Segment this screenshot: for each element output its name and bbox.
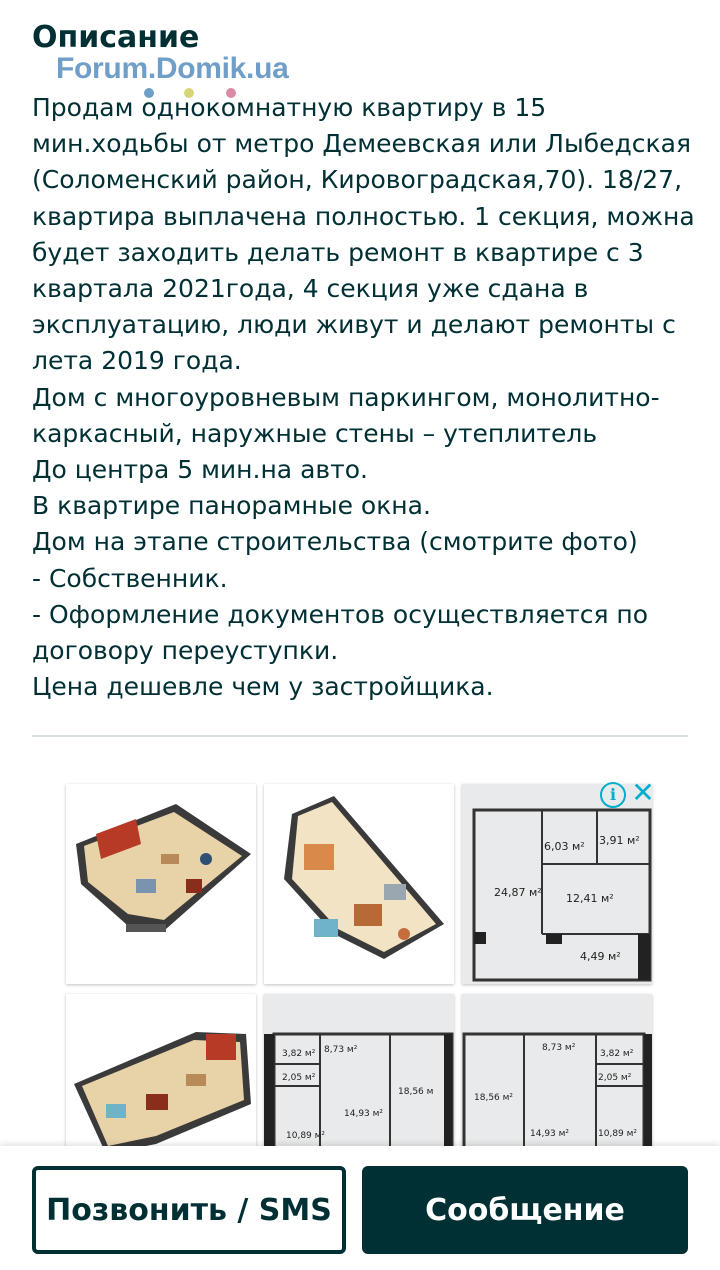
room-label: 24,87 м² bbox=[494, 886, 542, 899]
room-label: 8,73 м² bbox=[542, 1043, 576, 1053]
ad-image-3d-plan-1[interactable] bbox=[66, 784, 256, 984]
room-label: 12,41 м² bbox=[566, 892, 614, 905]
call-sms-button[interactable]: Позвонить / SMS bbox=[32, 1166, 346, 1254]
description-line: Дом с многоуровневым паркингом, монолитно-каркасный, наружные стены – утеплитель bbox=[32, 382, 660, 448]
room-label: 8,73 м² bbox=[324, 1045, 358, 1055]
description-line: - Оформление документов осуществляется по договору переуступки. bbox=[32, 599, 657, 666]
ad-controls bbox=[596, 776, 656, 810]
section-divider bbox=[32, 735, 688, 737]
room-label: 18,56 м² bbox=[474, 1093, 514, 1103]
room-label: 3,82 м² bbox=[282, 1049, 316, 1059]
description-line: Продам однокомнатную квартиру в 15 мин.ходьбы от метро Демеевская или Лыбедская (Соломенский район, Кировоградская,70). 18/27, квартира выплачена полностью. 1 секция, можна будет заходить делать ремонт в квартире с 3 квартала 2021года, 4 секция уже сдана в эксплуатацию, люди живут и делают ремонты с лета 2019 года. bbox=[32, 93, 703, 376]
message-button[interactable]: Сообщение bbox=[362, 1166, 688, 1254]
room-label: 2,05 м² bbox=[598, 1073, 632, 1083]
ad-banner[interactable] bbox=[64, 776, 656, 1160]
room-label: 10,89 м² bbox=[598, 1129, 638, 1139]
room-label: 6,03 м² bbox=[544, 840, 585, 853]
room-label: 14,93 м² bbox=[530, 1129, 570, 1139]
ad-image-3d-plan-2[interactable] bbox=[264, 784, 454, 984]
description-heading: Описание bbox=[32, 20, 200, 55]
ad-image-floor-plan-a[interactable] bbox=[462, 784, 652, 984]
watermark-text: Forum.Domik.ua bbox=[56, 52, 289, 85]
room-label: 3,82 м² bbox=[600, 1049, 634, 1059]
info-icon[interactable]: i bbox=[600, 782, 626, 808]
room-label: 10,89 м² bbox=[286, 1131, 326, 1141]
room-label: 3,91 м² bbox=[599, 834, 640, 847]
description-line: В квартире панорамные окна. bbox=[32, 491, 431, 521]
description-line: До центра 5 мин.на авто. bbox=[32, 455, 368, 485]
description-text bbox=[32, 90, 703, 705]
description-line: - Собственник. bbox=[32, 563, 228, 593]
room-label: 18,56 м bbox=[398, 1087, 434, 1097]
forum-domik-watermark bbox=[56, 52, 289, 86]
bottom-action-bar bbox=[0, 1146, 720, 1270]
description-line: Цена дешевле чем у застройщика. bbox=[32, 672, 494, 702]
ad-image-3d-plan-3[interactable] bbox=[66, 994, 256, 1164]
description-line: Дом на этапе строительства (смотрите фото) bbox=[32, 527, 638, 557]
room-label: 4,49 м² bbox=[580, 950, 621, 963]
close-icon[interactable]: ✕ bbox=[631, 776, 655, 809]
ad-image-floor-plan-b[interactable] bbox=[264, 994, 454, 1164]
ad-image-floor-plan-c[interactable] bbox=[462, 994, 652, 1164]
room-label: 2,05 м² bbox=[282, 1073, 316, 1083]
room-label: 14,93 м² bbox=[344, 1109, 384, 1119]
